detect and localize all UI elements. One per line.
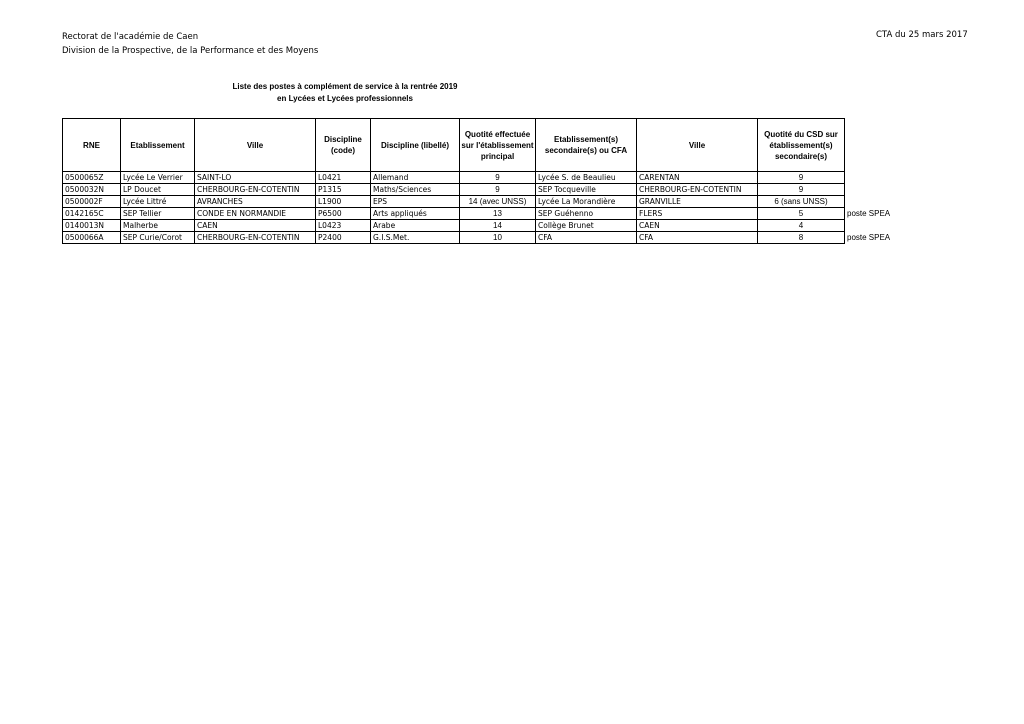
cell-quotite-csd: 8 [758,232,845,244]
document-header [62,30,318,58]
table-row [63,208,905,220]
cell-quotite-principal: 14 (avec UNSS) [460,196,536,208]
cell-ville-secondaire: CARENTAN [637,172,758,184]
cell-discipline-libelle: Allemand [371,172,460,184]
cell-note [845,220,905,232]
cell-discipline-libelle: Arts appliqués [371,208,460,220]
cell-etablissement-secondaire: SEP Tocqueville [536,184,637,196]
column-header: Quotité du CSD sur établissement(s) secondaire(s) [758,119,845,172]
cell-discipline-libelle: Arabe [371,220,460,232]
column-header: Ville [637,119,758,172]
meeting-reference: CTA du 25 mars 2017 [876,30,968,40]
column-header: Etablissement(s) secondaire(s) ou CFA [536,119,637,172]
cell-ville: CHERBOURG-EN-COTENTIN [195,184,316,196]
column-header: Quotité effectuée sur l'établissement principal [460,119,536,172]
cell-discipline-code: L0423 [316,220,371,232]
table-header-row [63,119,905,172]
column-header: Discipline (code) [316,119,371,172]
cell-etablissement-secondaire: SEP Guéhenno [536,208,637,220]
cell-etablissement-secondaire: Collège Brunet [536,220,637,232]
cell-ville-secondaire: CHERBOURG-EN-COTENTIN [637,184,758,196]
cell-etablissement-secondaire: CFA [536,232,637,244]
cell-discipline-code: P1315 [316,184,371,196]
cell-note [845,172,905,184]
notes-column-spacer [845,119,905,172]
cell-quotite-principal: 14 [460,220,536,232]
cell-quotite-csd: 4 [758,220,845,232]
document-title [200,81,490,105]
cell-rne: 0140013N [63,220,121,232]
column-header: RNE [63,119,121,172]
cell-ville: CONDE EN NORMANDIE [195,208,316,220]
table-row [63,172,905,184]
cell-quotite-principal: 10 [460,232,536,244]
cell-ville-secondaire: FLERS [637,208,758,220]
cell-discipline-code: P2400 [316,232,371,244]
table-row [63,220,905,232]
table-row [63,196,905,208]
title-line-2: en Lycées et Lycées professionnels [277,94,413,103]
cell-etablissement: LP Doucet [121,184,195,196]
cell-quotite-principal: 13 [460,208,536,220]
cell-discipline-code: L1900 [316,196,371,208]
table-row [63,232,905,244]
cell-discipline-libelle: EPS [371,196,460,208]
cell-rne: 0500002F [63,196,121,208]
table-row [63,184,905,196]
column-header: Ville [195,119,316,172]
cell-discipline-libelle: Maths/Sciences [371,184,460,196]
cell-etablissement-secondaire: Lycée S. de Beaulieu [536,172,637,184]
cell-ville-secondaire: CFA [637,232,758,244]
postes-table [62,118,905,244]
cell-etablissement: SEP Tellier [121,208,195,220]
cell-note: poste SPEA [847,233,891,242]
cell-discipline-libelle: G.I.S.Met. [371,232,460,244]
cell-ville: AVRANCHES [195,196,316,208]
cell-rne: 0500065Z [63,172,121,184]
column-header: Discipline (libellé) [371,119,460,172]
cell-note [845,196,905,208]
cell-ville: SAINT-LO [195,172,316,184]
cell-quotite-principal: 9 [460,172,536,184]
cell-rne: 0142165C [63,208,121,220]
division-name: Division de la Prospective, de la Performance et des Moyens [62,46,319,56]
cell-note: poste SPEA [847,209,891,218]
cell-ville-secondaire: GRANVILLE [637,196,758,208]
cell-etablissement: SEP Curie/Corot [121,232,195,244]
cell-quotite-principal: 9 [460,184,536,196]
title-line-1: Liste des postes à complément de service à la rentrée 2019 [232,82,458,91]
org-name: Rectorat de l'académie de Caen [62,32,199,42]
cell-ville-secondaire: CAEN [637,220,758,232]
column-header: Etablissement [121,119,195,172]
cell-discipline-code: L0421 [316,172,371,184]
cell-discipline-code: P6500 [316,208,371,220]
cell-quotite-csd: 9 [758,172,845,184]
cell-note [845,184,905,196]
cell-ville: CHERBOURG-EN-COTENTIN [195,232,316,244]
cell-rne: 0500066A [63,232,121,244]
cell-etablissement: Lycée Le Verrier [121,172,195,184]
cell-quotite-csd: 6 (sans UNSS) [758,196,845,208]
cell-ville: CAEN [195,220,316,232]
cell-etablissement: Malherbe [121,220,195,232]
cell-etablissement: Lycée Littré [121,196,195,208]
cell-rne: 0500032N [63,184,121,196]
cell-quotite-csd: 9 [758,184,845,196]
cell-quotite-csd: 5 [758,208,845,220]
cell-etablissement-secondaire: Lycée La Morandière [536,196,637,208]
